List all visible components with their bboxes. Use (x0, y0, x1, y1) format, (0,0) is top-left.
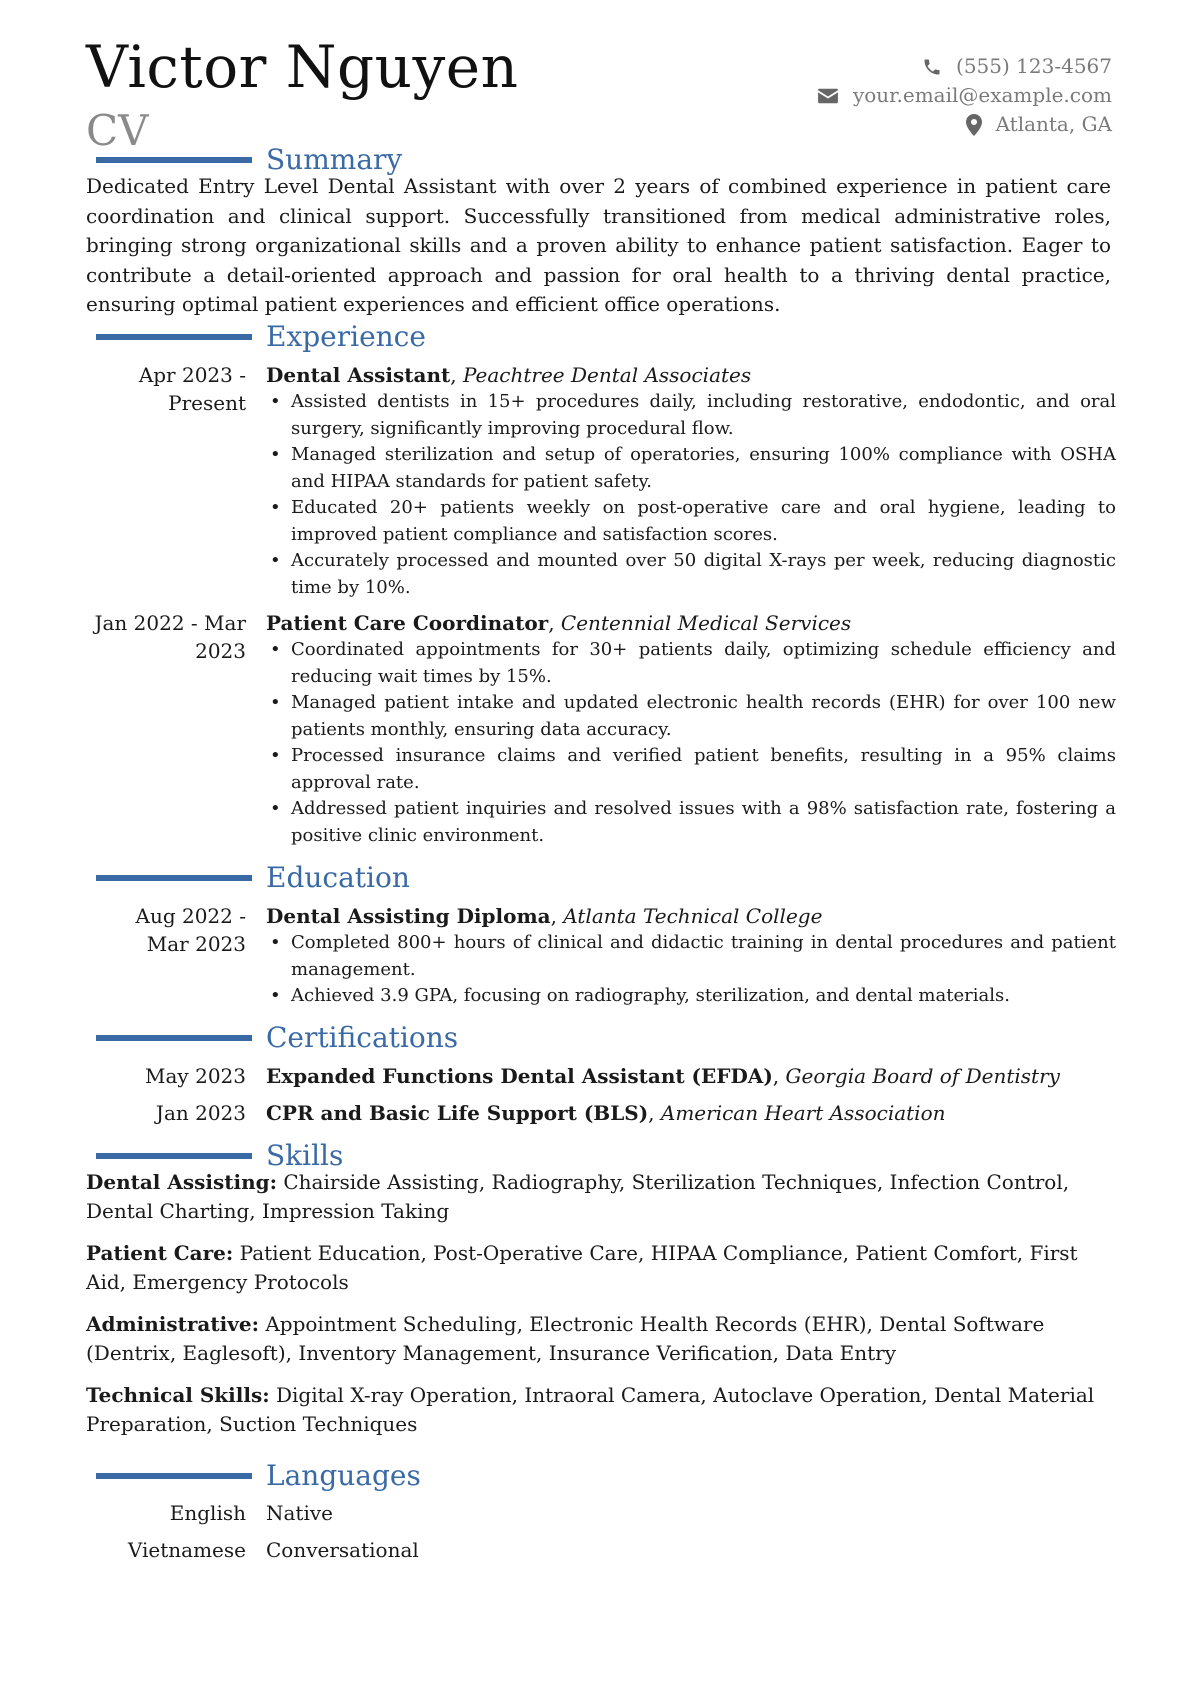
location-text: Atlanta, GA (995, 112, 1112, 136)
phone-icon (922, 57, 942, 77)
map-pin-icon (966, 114, 982, 136)
skill-group (86, 1381, 1116, 1439)
entry-body (266, 609, 1116, 849)
skill-group (86, 1310, 1116, 1368)
job-title: Dental Assistant (266, 363, 451, 387)
entry-date (86, 902, 246, 958)
entry-body (266, 1099, 1116, 1127)
skill-category: Dental Assisting: (86, 1170, 278, 1194)
entry-body (266, 361, 1116, 601)
section-heading-education (96, 860, 410, 894)
list-item: • Completed 800+ hours of clinical and didactic training in dental procedures and patient management. (266, 930, 1116, 983)
contact-phone (817, 52, 1112, 81)
section-label: Skills (266, 1138, 344, 1172)
entry-date: May 2023 (145, 1064, 246, 1088)
list-item: • Addressed patient inquiries and resolved issues with a 98% satisfaction rate, fostering a positive clinic environment. (266, 796, 1116, 849)
entry-heading: Dental Assisting Diploma, Atlanta Technical College (266, 904, 823, 928)
bullet-list (266, 389, 1116, 601)
entry-heading: CPR and Basic Life Support (BLS), American Heart Association (266, 1101, 946, 1125)
issuer: Georgia Board of Dentistry (785, 1064, 1060, 1088)
section-rule (96, 875, 252, 881)
entry-heading: Expanded Functions Dental Assistant (EFDA), Georgia Board of Dentistry (266, 1064, 1060, 1088)
skill-category: Technical Skills: (86, 1383, 270, 1407)
section-heading-summary (96, 142, 402, 176)
list-item: • Processed insurance claims and verified patient benefits, resulting in a 95% claims approval rate. (266, 743, 1116, 796)
phone-text: (555) 123-4567 (956, 54, 1112, 78)
skill-list: Digital X-ray Operation, Intraoral Camera, Autoclave Operation, Dental Material Preparation, Suction Techniques (86, 1383, 1095, 1436)
contact-email[interactable] (817, 81, 1112, 110)
summary-text: Dedicated Entry Level Dental Assistant with over 2 years of combined experience in patient care coordination and clinical support. Successfully transitioned from medical administrative roles, bringing strong organizational skills and a proven ability to enhance patient satisfaction. Eager to contribute a detail-oriented approach and passion for oral health to a thriving dental practice, ensuring optimal patient experiences and efficient office operations. (86, 174, 1111, 316)
language-row (86, 1535, 1116, 1565)
section-rule (96, 1473, 252, 1479)
certification-title: CPR and Basic Life Support (BLS) (266, 1101, 649, 1125)
section-label: Summary (266, 142, 403, 176)
date-line: Jan 2022 - Mar (94, 611, 246, 635)
date-line: Present (168, 391, 246, 415)
skill-category: Administrative: (86, 1312, 259, 1336)
skill-list: Chairside Assisting, Radiography, Sterilization Techniques, Infection Control, Dental Charting, Impression Taking (86, 1170, 1070, 1223)
job-title: Patient Care Coordinator (266, 611, 549, 635)
language-level: Conversational (266, 1538, 419, 1562)
bullet-list (266, 930, 1116, 1010)
envelope-icon (817, 87, 839, 105)
issuer: American Heart Association (660, 1101, 946, 1125)
section-rule (96, 157, 252, 163)
contact-location (817, 110, 1112, 139)
section-heading-languages (96, 1458, 421, 1492)
section-label: Education (266, 860, 410, 894)
section-heading-skills (96, 1138, 343, 1172)
person-name: Victor Nguyen (86, 33, 519, 101)
entry-body (266, 1062, 1116, 1090)
contact-block (817, 52, 1112, 139)
list-item: • Assisted dentists in 15+ procedures daily, including restorative, endodontic, and oral surgery, significantly improving procedural flow. (266, 389, 1116, 442)
entry-date (86, 361, 246, 417)
bullet-list (266, 637, 1116, 849)
entry-date (86, 609, 246, 665)
skill-group (86, 1168, 1116, 1226)
list-item: • Coordinated appointments for 30+ patients daily, optimizing schedule efficiency and reducing wait times by 15%. (266, 637, 1116, 690)
section-rule (96, 334, 252, 340)
language-row (86, 1498, 1116, 1528)
language-name: English (169, 1501, 246, 1525)
institution: Atlanta Technical College (563, 904, 823, 928)
language-level: Native (266, 1501, 333, 1525)
entry-date: Jan 2023 (155, 1101, 246, 1125)
date-line: 2023 (195, 639, 246, 663)
section-rule (96, 1035, 252, 1041)
employer: Centennial Medical Services (560, 611, 852, 635)
list-item: • Educated 20+ patients weekly on post-operative care and oral hygiene, leading to improved patient compliance and satisfaction scores. (266, 495, 1116, 548)
list-item: • Managed patient intake and updated electronic health records (EHR) for over 100 new patients monthly, ensuring data accuracy. (266, 690, 1116, 743)
document-subtitle: CV (86, 106, 149, 155)
employer: Peachtree Dental Associates (462, 363, 752, 387)
list-item: • Managed sterilization and setup of operatories, ensuring 100% compliance with OSHA and HIPAA standards for patient safety. (266, 442, 1116, 495)
section-heading-certifications (96, 1020, 458, 1054)
date-line: Aug 2022 - (135, 904, 246, 928)
skill-group (86, 1239, 1116, 1297)
entry-heading: Dental Assistant, Peachtree Dental Associates (266, 363, 752, 387)
certification-title: Expanded Functions Dental Assistant (EFDA) (266, 1064, 773, 1088)
section-label: Experience (266, 319, 426, 353)
section-label: Certifications (266, 1020, 459, 1054)
skill-list: Appointment Scheduling, Electronic Health Records (EHR), Dental Software (Dentrix, Eaglesoft), Inventory Management, Insurance Verification, Data Entry (86, 1312, 1045, 1365)
section-label: Languages (266, 1458, 421, 1492)
entry-heading: Patient Care Coordinator, Centennial Medical Services (266, 611, 852, 635)
section-heading-experience (96, 319, 426, 353)
entry-body (266, 902, 1116, 1010)
degree-title: Dental Assisting Diploma (266, 904, 551, 928)
section-rule (96, 1153, 252, 1159)
email-link[interactable]: your.email@example.com (852, 83, 1112, 107)
list-item: • Accurately processed and mounted over 50 digital X-rays per week, reducing diagnostic time by 10%. (266, 548, 1116, 601)
skill-category: Patient Care: (86, 1241, 234, 1265)
skill-list: Patient Education, Post-Operative Care, HIPAA Compliance, Patient Comfort, First Aid, Emergency Protocols (86, 1241, 1078, 1294)
date-line: Apr 2023 - (138, 363, 246, 387)
language-name: Vietnamese (127, 1538, 246, 1562)
list-item: • Achieved 3.9 GPA, focusing on radiography, sterilization, and dental materials. (266, 983, 1116, 1010)
date-line: Mar 2023 (146, 932, 246, 956)
